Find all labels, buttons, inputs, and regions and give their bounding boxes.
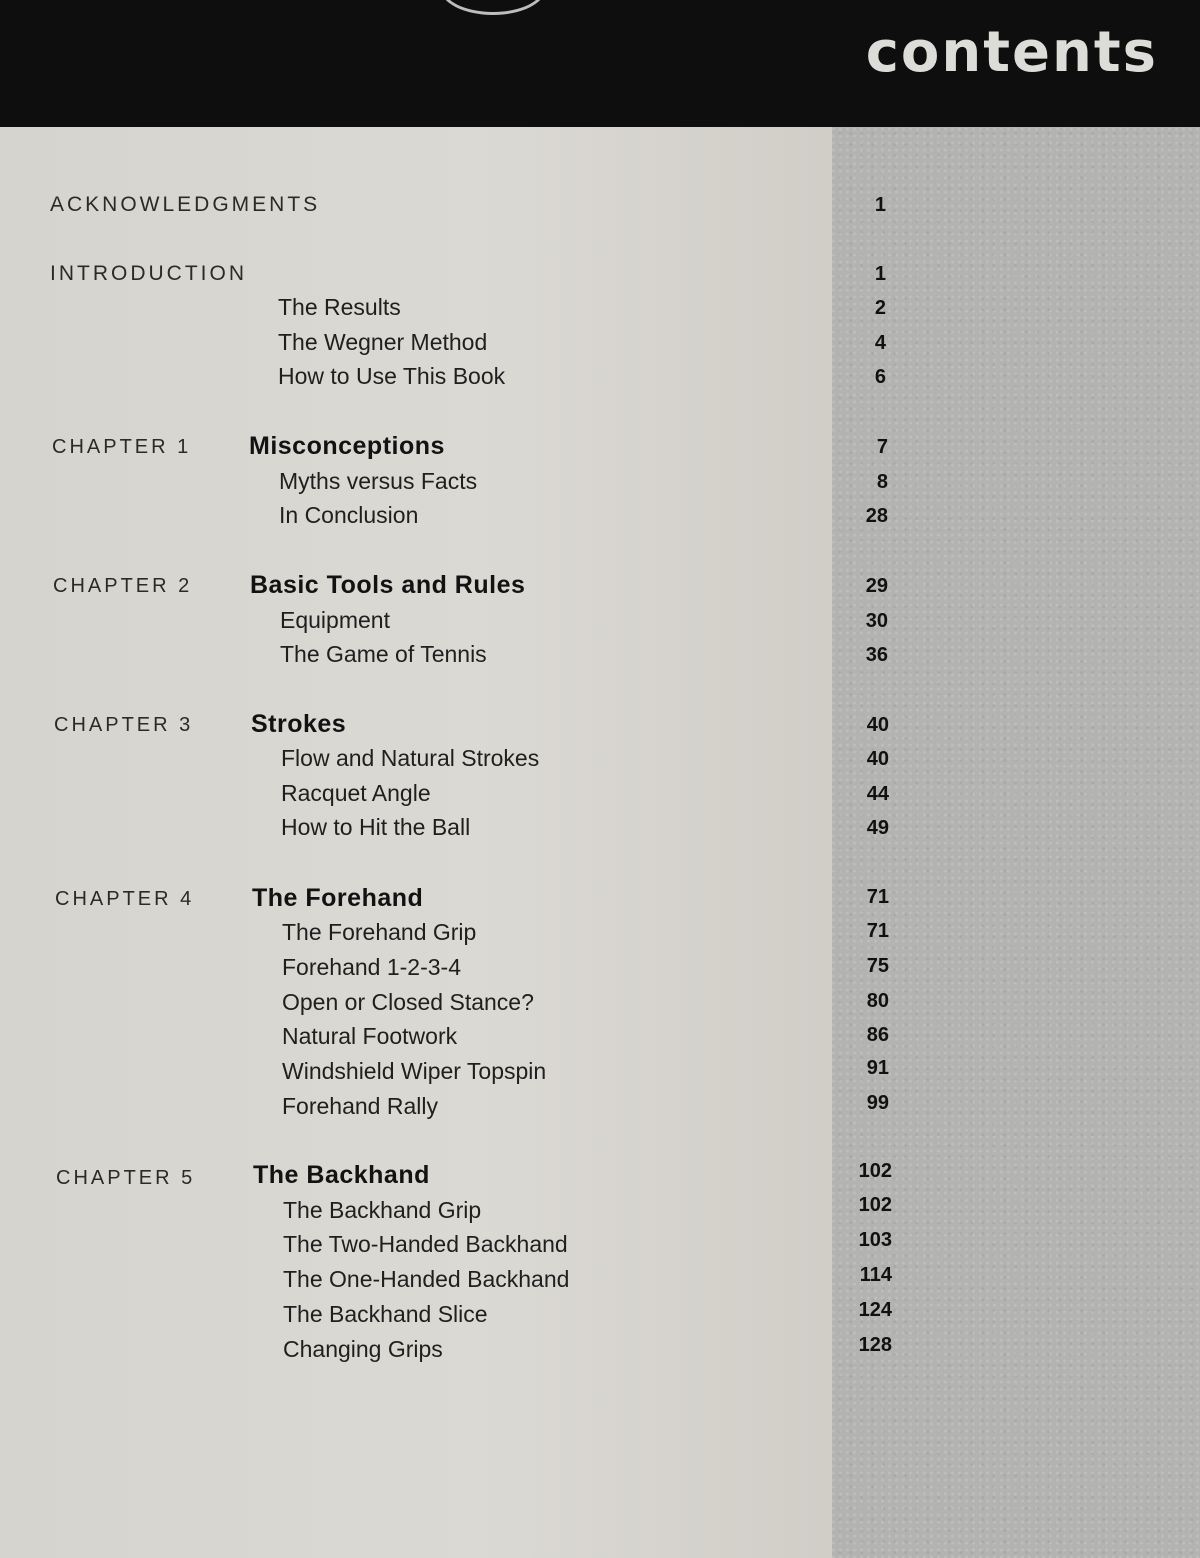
chapter-title: The Forehand <box>252 884 424 912</box>
item-title: The Game of Tennis <box>280 641 487 667</box>
page-title: contents <box>865 20 1158 85</box>
page-number: 102 <box>858 1160 892 1182</box>
item-title: The One-Handed Backhand <box>283 1266 570 1292</box>
toc-item[interactable] <box>0 1334 1200 1369</box>
toc-item[interactable] <box>0 1229 1200 1264</box>
section-label: ACKNOWLEDGMENTS <box>50 193 321 216</box>
page-number: 91 <box>866 1057 889 1079</box>
page-number: 86 <box>866 1024 889 1046</box>
item-title: The Results <box>278 294 401 320</box>
chapter-label: CHAPTER 4 <box>55 888 195 910</box>
toc-item[interactable] <box>0 1022 1200 1054</box>
toc-item[interactable] <box>0 640 1200 672</box>
page-number: 114 <box>859 1264 892 1286</box>
page-number: 103 <box>858 1229 892 1251</box>
chapter-label: CHAPTER 1 <box>52 436 192 458</box>
toc-chapter-1[interactable] <box>0 432 1200 464</box>
item-title: How to Hit the Ball <box>281 814 471 840</box>
toc-entry-introduction[interactable] <box>0 259 1200 291</box>
toc-item[interactable] <box>0 1057 1200 1089</box>
page-number: 128 <box>858 1334 892 1356</box>
item-title: Myths versus Facts <box>279 468 478 494</box>
item-title: The Two-Handed Backhand <box>283 1231 568 1257</box>
item-title: Changing Grips <box>283 1336 443 1362</box>
item-title: Windshield Wiper Topspin <box>282 1058 547 1084</box>
item-title: The Forehand Grip <box>282 919 477 945</box>
page-number: 8 <box>876 471 888 493</box>
page-number: 71 <box>866 920 889 942</box>
page-number: 1 <box>874 263 886 285</box>
toc-entry-acknowledgments[interactable] <box>0 190 1200 222</box>
page-number: 71 <box>866 886 889 908</box>
item-title: Flow and Natural Strokes <box>281 745 540 771</box>
chapter-label: CHAPTER 3 <box>54 714 194 736</box>
toc-item[interactable] <box>0 1092 1200 1124</box>
toc-chapter-4[interactable] <box>0 884 1200 916</box>
page-number: 80 <box>866 990 889 1012</box>
toc-chapter-5[interactable] <box>0 1160 1200 1195</box>
item-title: The Wegner Method <box>278 329 488 355</box>
chapter-label: CHAPTER 2 <box>53 575 193 597</box>
page-number: 28 <box>865 505 888 527</box>
page-number: 4 <box>874 332 886 354</box>
toc-item[interactable] <box>0 328 1200 360</box>
item-title: The Backhand Slice <box>283 1301 488 1327</box>
chapter-label: CHAPTER 5 <box>56 1167 196 1189</box>
section-label: INTRODUCTION <box>50 262 247 285</box>
toc-item[interactable] <box>0 467 1200 499</box>
page-number: 124 <box>858 1299 892 1321</box>
item-title: Open or Closed Stance? <box>282 989 534 1015</box>
page-number: 1 <box>874 194 886 216</box>
item-title: Forehand Rally <box>282 1093 438 1119</box>
chapter-title: Basic Tools and Rules <box>250 571 526 599</box>
page-number: 29 <box>865 575 888 597</box>
toc-item[interactable] <box>0 501 1200 533</box>
toc-item[interactable] <box>0 918 1200 950</box>
page-number: 49 <box>866 817 889 839</box>
toc-item[interactable] <box>0 606 1200 638</box>
item-title: Natural Footwork <box>282 1023 458 1049</box>
toc-item[interactable] <box>0 744 1200 776</box>
page-number: 99 <box>866 1092 889 1114</box>
chapter-title: The Backhand <box>253 1161 430 1189</box>
page-number: 40 <box>866 714 889 736</box>
toc-item[interactable] <box>0 1264 1200 1299</box>
toc-item[interactable] <box>0 988 1200 1020</box>
toc-item[interactable] <box>0 779 1200 811</box>
page-number: 75 <box>866 955 889 977</box>
toc-chapter-3[interactable] <box>0 710 1200 742</box>
item-title: How to Use This Book <box>278 363 506 389</box>
toc-item[interactable] <box>0 1299 1200 1334</box>
item-title: The Backhand Grip <box>283 1197 482 1223</box>
page-number: 36 <box>865 644 888 666</box>
toc-item[interactable] <box>0 813 1200 845</box>
item-title: Forehand 1-2-3-4 <box>282 954 461 980</box>
page-number: 2 <box>874 297 886 319</box>
page-number: 44 <box>866 783 889 805</box>
chapter-title: Strokes <box>251 710 347 738</box>
toc-item[interactable] <box>0 362 1200 394</box>
page-number: 30 <box>865 610 888 632</box>
page-number: 40 <box>866 748 889 770</box>
chapter-title: Misconceptions <box>249 432 445 460</box>
page-number: 102 <box>858 1194 892 1216</box>
toc-chapter-2[interactable] <box>0 571 1200 603</box>
item-title: Racquet Angle <box>281 780 431 806</box>
page-number: 6 <box>874 366 886 388</box>
page-number: 7 <box>876 436 888 458</box>
toc-item[interactable] <box>0 953 1200 985</box>
toc-item[interactable] <box>0 1194 1200 1229</box>
toc-item[interactable] <box>0 293 1200 325</box>
item-title: In Conclusion <box>279 502 419 528</box>
item-title: Equipment <box>280 607 390 633</box>
